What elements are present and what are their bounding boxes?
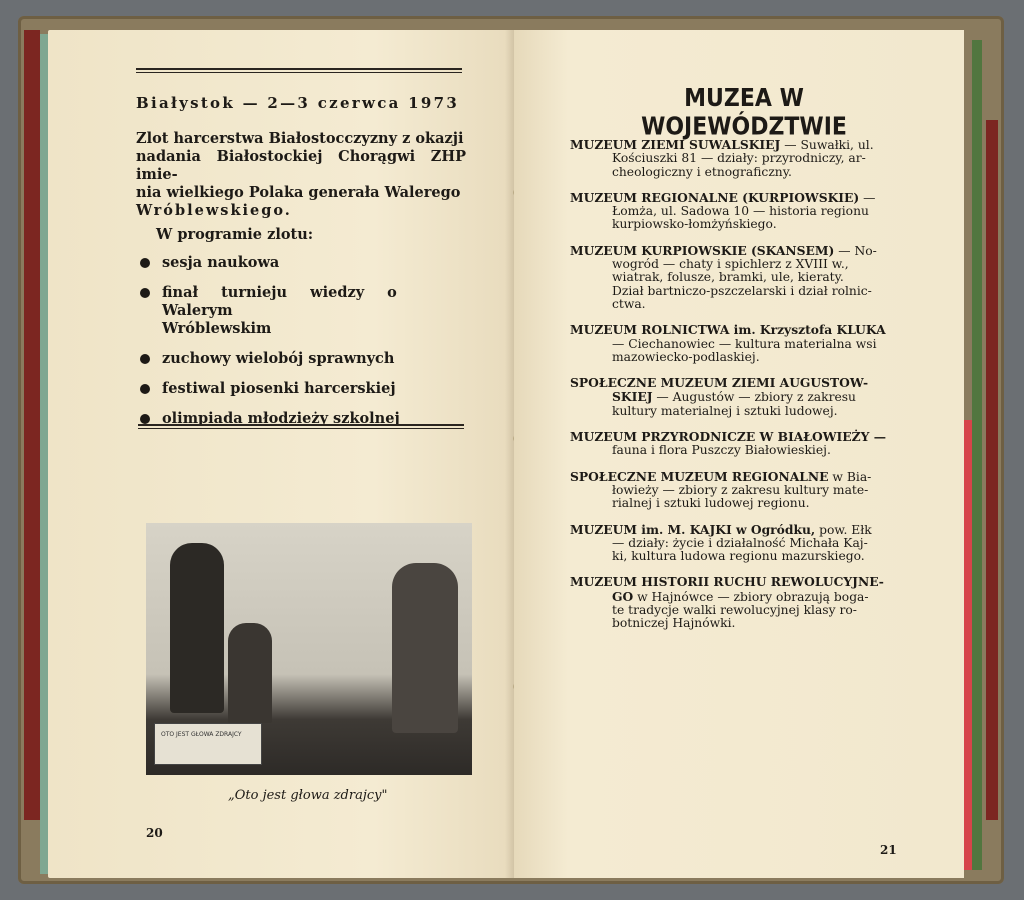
museum-description: Łomża, ul. Sadowa 10 — historia regionu bbox=[612, 204, 869, 219]
museum-description: — działy: życie i działalność Michała Kaj- bbox=[612, 535, 868, 550]
intro-line: nadania Białostockiej Chorągwi ZHP imie- bbox=[136, 148, 466, 183]
museum-description: — Ciechanowiec — kultura materialna wsi bbox=[612, 336, 877, 351]
museum-name: MUZEUM HISTORII RUCHU REWOLUCYJNE- bbox=[570, 574, 884, 590]
intro-line: nia wielkiego Polaka generała Walerego bbox=[136, 184, 461, 201]
museum-line bbox=[570, 470, 900, 484]
museum-entry bbox=[570, 244, 900, 311]
page-title: MUZEA W WOJEWÓDZTWIE bbox=[641, 84, 847, 142]
museum-entry bbox=[570, 323, 900, 364]
event-intro bbox=[136, 130, 466, 220]
item-text: sesja naukowa bbox=[162, 254, 280, 271]
bullet-icon bbox=[140, 258, 150, 268]
header-rule bbox=[136, 68, 462, 73]
list-item bbox=[136, 380, 466, 398]
museum-line bbox=[570, 191, 900, 205]
museum-line bbox=[570, 484, 900, 497]
museum-line bbox=[570, 338, 900, 351]
museum-description: łowieży — zbiory z zakresu kultury mate- bbox=[612, 482, 869, 497]
page-number: 21 bbox=[880, 843, 897, 857]
page-edge-left bbox=[40, 34, 48, 874]
section-rule bbox=[138, 424, 464, 429]
item-text: finał turnieju wiedzy o Walerym bbox=[162, 284, 397, 319]
museum-name: MUZEUM im. M. KAJKI w Ogródku, bbox=[570, 521, 816, 537]
museum-description: w Bia- bbox=[828, 469, 872, 484]
figure-left bbox=[170, 543, 224, 713]
museum-entry bbox=[570, 470, 900, 511]
cover-binding-right bbox=[986, 120, 998, 820]
museum-entry bbox=[570, 523, 900, 564]
museum-line bbox=[570, 138, 900, 152]
museum-name: MUZEUM PRZYRODNICZE W BIAŁOWIEŻY — bbox=[570, 429, 887, 445]
museum-line bbox=[570, 617, 900, 630]
museum-description: — bbox=[859, 190, 876, 205]
museum-description: mazowiecko-podlaskiej. bbox=[612, 349, 760, 364]
museum-description: w Hajnówce — zbiory obrazują boga- bbox=[633, 589, 869, 604]
event-header: Białystok — 2—3 czerwca 1973 bbox=[136, 94, 460, 112]
museum-line bbox=[570, 258, 900, 271]
theatre-photo bbox=[146, 523, 472, 775]
museum-description: kurpiowsko-łomżyńskiego. bbox=[612, 217, 777, 232]
museum-line bbox=[570, 351, 900, 364]
museum-description: — Suwałki, ul. bbox=[780, 138, 874, 152]
item-text: Wróblewskim bbox=[162, 320, 272, 337]
bullet-icon bbox=[140, 384, 150, 394]
museum-line bbox=[570, 298, 900, 311]
museum-description: cheologiczny i etnograficzny. bbox=[612, 164, 792, 179]
museum-entry bbox=[570, 191, 900, 232]
museum-line bbox=[570, 430, 900, 444]
left-page bbox=[48, 30, 514, 878]
list-item bbox=[136, 254, 466, 272]
right-page bbox=[514, 30, 964, 878]
figure-middle bbox=[228, 623, 272, 723]
museum-description: wiatrak, folusze, bramki, ule, kieraty. bbox=[612, 270, 844, 285]
museum-line bbox=[570, 205, 900, 218]
museum-line bbox=[570, 323, 900, 337]
page-edge-right bbox=[972, 40, 982, 870]
museum-entry bbox=[570, 430, 900, 458]
museum-line bbox=[570, 244, 900, 258]
museum-line bbox=[570, 575, 900, 589]
museum-description: fauna i flora Puszczy Białowieskiej. bbox=[612, 443, 831, 458]
museum-name: SPOŁECZNE MUZEUM REGIONALNE bbox=[570, 468, 829, 484]
museum-description: ctwa. bbox=[612, 296, 646, 311]
program-list bbox=[136, 254, 466, 440]
bullet-icon bbox=[140, 354, 150, 364]
museum-description: — Augustów — zbiory z zakresu bbox=[652, 390, 856, 405]
museum-description: rialnej i sztuki ludowej regionu. bbox=[612, 496, 810, 511]
museum-line bbox=[570, 444, 900, 457]
photo-plaque: OTO JEST GŁOWA ZDRAJCY bbox=[154, 723, 262, 765]
museum-line bbox=[570, 376, 900, 390]
museum-line bbox=[570, 537, 900, 550]
cover-binding-left bbox=[24, 30, 40, 820]
figure-right bbox=[392, 563, 458, 733]
bullet-icon bbox=[140, 414, 150, 424]
museum-entry bbox=[570, 376, 900, 418]
item-text: zuchowy wielobój sprawnych bbox=[162, 350, 395, 367]
list-item bbox=[136, 350, 466, 368]
museum-description: te tradycje walki rewolucyjnej klasy ro- bbox=[612, 603, 857, 618]
museum-description: — No- bbox=[834, 243, 877, 258]
museum-line bbox=[570, 271, 900, 284]
museum-entry bbox=[570, 138, 900, 179]
item-text: olimpiada młodzieży szkolnej bbox=[162, 410, 400, 427]
photo-caption: „Oto jest głowa zdrajcy" bbox=[228, 788, 388, 803]
museum-description: botniczej Hajnówki. bbox=[612, 616, 736, 631]
museum-name: MUZEUM ROLNICTWA im. Krzysztofa KLUKA bbox=[570, 322, 886, 338]
museum-line bbox=[570, 523, 900, 537]
museum-name: SPOŁECZNE MUZEUM ZIEMI AUGUSTOW- bbox=[570, 375, 869, 391]
museum-line bbox=[570, 285, 900, 298]
museum-description: Kościuszki 81 — działy: przyrodniczy, ar- bbox=[612, 151, 866, 166]
bullet-icon bbox=[140, 288, 150, 298]
museum-line bbox=[570, 604, 900, 617]
museum-list bbox=[570, 138, 900, 643]
museum-line bbox=[570, 497, 900, 510]
page-number: 20 bbox=[146, 826, 163, 840]
museum-name: MUZEUM KURPIOWSKIE (SKANSEM) bbox=[570, 242, 835, 258]
museum-name: SKIEJ bbox=[612, 389, 653, 405]
museum-name: GO bbox=[612, 588, 634, 604]
museum-line bbox=[570, 152, 900, 165]
museum-name: MUZEUM REGIONALNE (KURPIOWSKIE) bbox=[570, 189, 860, 205]
museum-line bbox=[570, 590, 900, 604]
museum-description: pow. Ełk bbox=[815, 522, 872, 537]
museum-line bbox=[570, 550, 900, 563]
museum-description: ki, kultura ludowa regionu mazurskiego. bbox=[612, 549, 865, 564]
museum-line bbox=[570, 405, 900, 418]
museum-line bbox=[570, 218, 900, 231]
museum-entry bbox=[570, 575, 900, 630]
intro-line: Zlot harcerstwa Białostocczyzny z okazji bbox=[136, 130, 464, 147]
museum-description: wogród — chaty i spichlerz z XVIII w., bbox=[612, 257, 849, 272]
museum-description: kultury materialnej i sztuki ludowej. bbox=[612, 403, 838, 418]
intro-line: Wróblewskiego. bbox=[136, 202, 292, 219]
museum-description: Dział bartniczo-pszczelarski i dział rolnic- bbox=[612, 283, 872, 298]
list-item bbox=[136, 284, 466, 338]
museum-line bbox=[570, 166, 900, 179]
museum-line bbox=[570, 390, 900, 404]
program-title: W programie zlotu: bbox=[156, 226, 314, 243]
item-text: festiwal piosenki harcerskiej bbox=[162, 380, 396, 397]
museum-name: MUZEUM ZIEMI SUWALSKIEJ bbox=[570, 137, 781, 152]
